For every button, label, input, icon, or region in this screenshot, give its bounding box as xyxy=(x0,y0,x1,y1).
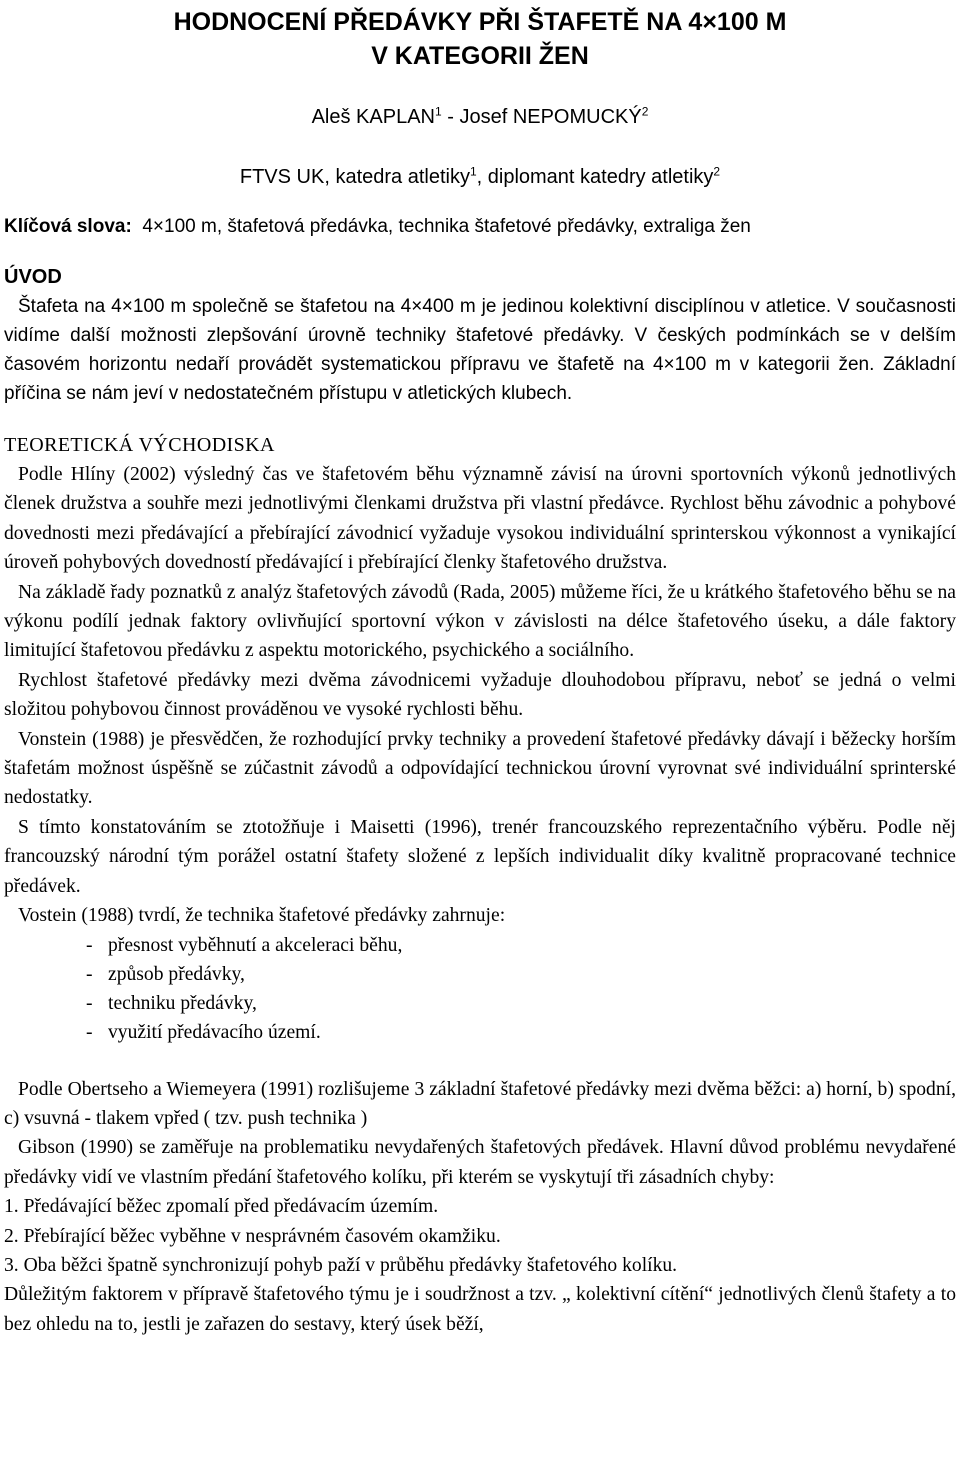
affiliation-part-2: , diplomant katedry atletiky xyxy=(476,166,714,188)
author-1: Aleš KAPLAN xyxy=(311,106,435,128)
list-item: - způsob předávky, xyxy=(86,960,956,989)
technique-list xyxy=(4,931,956,1047)
theory-heading: TEORETICKÁ VÝCHODISKA xyxy=(4,434,275,456)
theory-paragraph-9: Důležitým faktorem v přípravě štafetového týmu je i soudržnost a tzv. „ kolektivní cítění“ jednotlivých členů štafety a to bez ohledu na to, jestli je zařazen do sestavy, který úsek běží, xyxy=(4,1284,956,1335)
author-2: Josef NEPOMUCKÝ xyxy=(459,106,642,128)
affiliation-line xyxy=(4,163,956,191)
paper-title xyxy=(4,5,956,73)
theory-paragraph-7: Podle Obertseho a Wiemeyera (1991) rozlišujeme 3 základní štafetové předávky mezi dvěma běžci: a) horní, b) spodní, c) vsuvná - tlakem vpřed ( tzv. push technika ) xyxy=(4,1078,956,1129)
author-separator: - xyxy=(441,106,460,128)
theory-paragraph-4: Vonstein (1988) je přesvědčen, že rozhodující prvky techniky a provedení štafetové předávky dávají i běžecky horším štafetám možnost úspěšně se zúčastnit závodů a odpovídající technickou úrovní vyrovnat své individuální sprinterské nedostatky. xyxy=(4,728,956,809)
numbered-item: 3. Oba běžci špatně synchronizují pohyb paží v průběhu předávky štafetového kolíku. xyxy=(4,1254,678,1276)
list-item: - techniku předávky, xyxy=(86,989,956,1018)
affiliation-part-1: FTVS UK, katedra atletiky xyxy=(239,166,470,188)
numbered-item: 1. Předávající běžec zpomalí před předávacím územím. xyxy=(4,1196,439,1218)
keywords-line xyxy=(4,213,956,241)
authors-line xyxy=(4,103,956,131)
intro-paragraph: Štafeta na 4×100 m společně se štafetou na 4×400 m je jedinou kolektivní disciplínou v atletice. V současnosti vidíme další možnosti zlepšování úrovně techniky štafetové předávky. V českých podmínkách se v delším časovém horizontu nedaří provádět systematickou přípravu ve štafetě na 4×100 m v kategorii žen. Základní příčina se nám jeví v nedostatečném přístupu v atletických klubech. xyxy=(4,296,956,404)
theory-paragraph-1: Podle Hlíny (2002) výsledný čas ve štafetovém běhu významně závisí na úrovni sportovních výkonů jednotlivých členek družstva a souhře mezi jednotlivými členkami družstva při vlastní předávce. Rychlost běhu závodnic a pohybové dovednosti mezi předávající a přebírající závodnicí vyžaduje vysokou individuální sprinterskou výkonnost a vynikající úroveň pohybových dovedností předávající i přebírající členky štafetového družstva. xyxy=(4,464,956,574)
affiliation-sup-2: 2 xyxy=(713,164,721,179)
theory-body xyxy=(4,460,956,1339)
list-item: - využití předávacího území. xyxy=(86,1018,956,1047)
theory-paragraph-2: Na základě řady poznatků z analýz štafetových závodů (Rada, 2005) můžeme říci, že u krátkého štafetového běhu se na výkonu podílí jednak faktory ovlivňující sportovní výkon v závislosti na délce štafetového úseku, a dále faktory limitující štafetovou předávku z aspektu motorického, psychického a sociálního. xyxy=(4,581,956,662)
keywords-label: Klíčová slova: xyxy=(4,216,132,237)
spacer xyxy=(4,1047,956,1075)
theory-paragraph-6: Vostein (1988) tvrdí, že technika štafetové předávky zahrnuje: xyxy=(18,905,506,927)
title-line-2: V KATEGORII ŽEN xyxy=(371,42,589,70)
list-item: - přesnost vyběhnutí a akceleraci běhu, xyxy=(86,931,956,960)
theory-paragraph-5: S tímto konstatováním se ztotožňuje i Maisetti (1996), trenér francouzského reprezentačního výběru. Podle něj francouzský národní tým porážel ostatní štafety složené z lepších individualit díky kvalitně propracované technice předávek. xyxy=(4,816,956,897)
keywords-text: 4×100 m, štafetová předávka, technika štafetové předávky, extraliga žen xyxy=(142,216,751,237)
author-2-sup: 2 xyxy=(641,104,649,119)
theory-paragraph-3: Rychlost štafetové předávky mezi dvěma závodnicemi vyžaduje dlouhodobou přípravu, neboť se jedná o velmi složitou pohybovou činnost prováděnou ve vysoké rychlosti běhu. xyxy=(4,669,956,721)
theory-paragraph-8: Gibson (1990) se zaměřuje na problematiku nevydařených štafetových předávek. Hlavní důvod problému nevydařené předávky vidí ve vlastním předání štafetového kolíku, při kterém se vyskytují tři zásadních chyby: xyxy=(4,1137,956,1188)
intro-heading: ÚVOD xyxy=(4,266,62,288)
author-1-sup: 1 xyxy=(434,104,442,119)
title-line-1: HODNOCENÍ PŘEDÁVKY PŘI ŠTAFETĚ NA 4×100 M xyxy=(173,8,787,36)
document-page xyxy=(4,0,956,1339)
numbered-item: 2. Přebírající běžec vyběhne v nesprávném časovém okamžiku. xyxy=(4,1225,501,1247)
affiliation-sup-1: 1 xyxy=(469,164,477,179)
